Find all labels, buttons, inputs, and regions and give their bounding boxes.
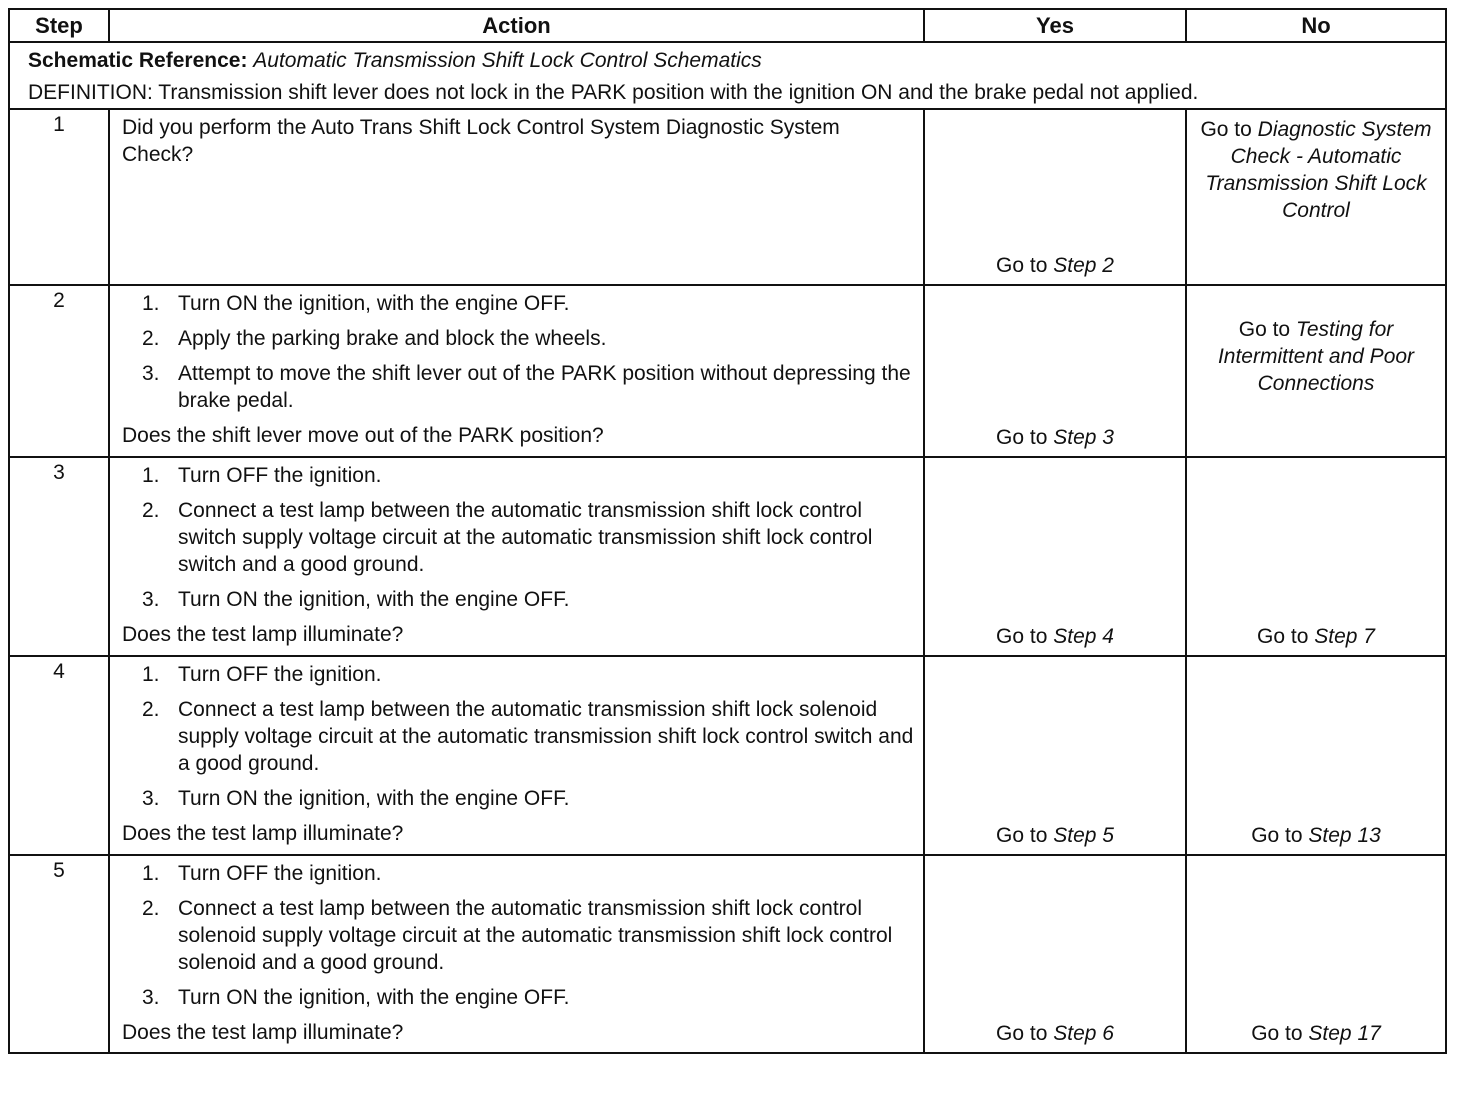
substep-list	[122, 462, 915, 613]
definition-text: DEFINITION: Transmission shift lever does not lock in the PARK position with the ignition ON and the brake pedal not applied.	[28, 81, 1199, 104]
yes-result	[925, 252, 1185, 279]
yes-cell	[924, 285, 1186, 457]
substep	[122, 860, 915, 887]
substep	[122, 696, 915, 777]
reference-cell	[9, 42, 1446, 109]
substep-number: 2.	[142, 327, 160, 350]
table-row	[9, 457, 1446, 656]
no-cell	[1186, 109, 1446, 285]
action-question: Does the shift lever move out of the PARK position?	[122, 424, 604, 447]
substep-text: Turn ON the ignition, with the engine OFF.	[178, 986, 570, 1009]
no-prefix: Go to	[1257, 625, 1309, 648]
substep-text: Turn ON the ignition, with the engine OFF.	[178, 787, 570, 810]
header-step: Step	[9, 9, 109, 42]
substep-text: Connect a test lamp between the automatic transmission shift lock solenoid supply voltage circuit at the automatic transmission shift lock control switch and a good ground.	[178, 698, 914, 775]
step-number: 3	[9, 457, 109, 656]
no-link[interactable]: Diagnostic System Check - Automatic Transmission Shift Lock Control	[1205, 118, 1432, 222]
substep-list	[122, 661, 915, 812]
action-cell	[109, 457, 924, 656]
yes-prefix: Go to	[996, 254, 1048, 277]
yes-link[interactable]: Step 3	[1053, 426, 1114, 449]
substep	[122, 290, 915, 317]
substep-number: 1.	[142, 292, 160, 315]
substep-text: Turn OFF the ignition.	[178, 862, 382, 885]
yes-link[interactable]: Step 6	[1053, 1022, 1114, 1045]
substep-text: Turn ON the ignition, with the engine OFF.	[178, 588, 570, 611]
step-number: 2	[9, 285, 109, 457]
table-row	[9, 109, 1446, 285]
substep	[122, 462, 915, 489]
substep-text: Turn OFF the ignition.	[178, 464, 382, 487]
header-action: Action	[109, 9, 924, 42]
substep	[122, 984, 915, 1011]
schematic-reference	[28, 47, 1433, 74]
substep-list	[122, 860, 915, 1011]
no-prefix: Go to	[1251, 1022, 1303, 1045]
substep	[122, 661, 915, 688]
substep-number: 3.	[142, 986, 160, 1009]
substep	[122, 497, 915, 578]
no-result	[1187, 1020, 1445, 1047]
table-row	[9, 855, 1446, 1053]
no-result	[1187, 822, 1445, 849]
substep	[122, 360, 915, 414]
action-question: Does the test lamp illuminate?	[122, 623, 404, 646]
substep-list	[122, 290, 915, 414]
substep-text: Attempt to move the shift lever out of the PARK position without depressing the brake pedal.	[178, 362, 911, 412]
yes-link[interactable]: Step 4	[1053, 625, 1114, 648]
substep-number: 3.	[142, 787, 160, 810]
substep	[122, 586, 915, 613]
schematic-reference-label: Schematic Reference:	[28, 49, 248, 72]
substep-number: 2.	[142, 499, 160, 522]
no-cell	[1186, 855, 1446, 1053]
no-link[interactable]: Step 13	[1308, 824, 1381, 847]
substep-number: 1.	[142, 464, 160, 487]
yes-prefix: Go to	[996, 824, 1048, 847]
substep-number: 3.	[142, 588, 160, 611]
no-cell	[1186, 656, 1446, 855]
substep-text: Connect a test lamp between the automatic transmission shift lock control switch supply voltage circuit at the automatic transmission shift lock control switch and a good ground.	[178, 499, 873, 576]
schematic-reference-link[interactable]: Automatic Transmission Shift Lock Control Schematics	[253, 49, 762, 72]
header-no: No	[1186, 9, 1446, 42]
no-cell	[1186, 457, 1446, 656]
substep	[122, 325, 915, 352]
no-prefix: Go to	[1200, 118, 1252, 141]
yes-cell	[924, 656, 1186, 855]
substep-text: Turn OFF the ignition.	[178, 663, 382, 686]
no-prefix: Go to	[1251, 824, 1303, 847]
yes-result	[925, 623, 1185, 650]
yes-prefix: Go to	[996, 625, 1048, 648]
yes-link[interactable]: Step 5	[1053, 824, 1114, 847]
table-row	[9, 285, 1446, 457]
no-result	[1197, 110, 1435, 224]
yes-prefix: Go to	[996, 426, 1048, 449]
no-result	[1197, 286, 1435, 397]
yes-cell	[924, 457, 1186, 656]
yes-cell	[924, 109, 1186, 285]
step-number: 5	[9, 855, 109, 1053]
header-yes: Yes	[924, 9, 1186, 42]
substep	[122, 895, 915, 976]
yes-result	[925, 1020, 1185, 1047]
action-question: Does the test lamp illuminate?	[122, 822, 404, 845]
action-question: Does the test lamp illuminate?	[122, 1021, 404, 1044]
table-row	[9, 656, 1446, 855]
no-link[interactable]: Step 7	[1314, 625, 1375, 648]
action-cell	[109, 109, 924, 285]
step-number: 1	[9, 109, 109, 285]
yes-result	[925, 424, 1185, 451]
no-link[interactable]: Testing for Intermittent and Poor Connections	[1217, 318, 1415, 395]
substep-number: 3.	[142, 362, 160, 385]
action-cell	[109, 855, 924, 1053]
action-cell	[109, 656, 924, 855]
yes-result	[925, 822, 1185, 849]
no-cell	[1186, 285, 1446, 457]
action-cell	[109, 285, 924, 457]
substep-number: 1.	[142, 862, 160, 885]
substep-number: 2.	[142, 698, 160, 721]
action-question: Did you perform the Auto Trans Shift Lock Control System Diagnostic System Check?	[122, 116, 840, 166]
diagnostic-table	[8, 8, 1447, 1054]
no-link[interactable]: Step 17	[1308, 1022, 1381, 1045]
substep-number: 2.	[142, 897, 160, 920]
step-number: 4	[9, 656, 109, 855]
substep-text: Apply the parking brake and block the wheels.	[178, 327, 607, 350]
reference-row	[9, 42, 1446, 109]
no-result	[1187, 623, 1445, 650]
no-prefix: Go to	[1238, 318, 1291, 341]
yes-link[interactable]: Step 2	[1053, 254, 1114, 277]
substep-text: Connect a test lamp between the automatic transmission shift lock control solenoid supply voltage circuit at the automatic transmission shift lock control solenoid and a good ground.	[178, 897, 893, 974]
substep-text: Turn ON the ignition, with the engine OFF.	[178, 292, 570, 315]
yes-cell	[924, 855, 1186, 1053]
substep	[122, 785, 915, 812]
yes-prefix: Go to	[996, 1022, 1048, 1045]
header-row	[9, 9, 1446, 42]
substep-number: 1.	[142, 663, 160, 686]
